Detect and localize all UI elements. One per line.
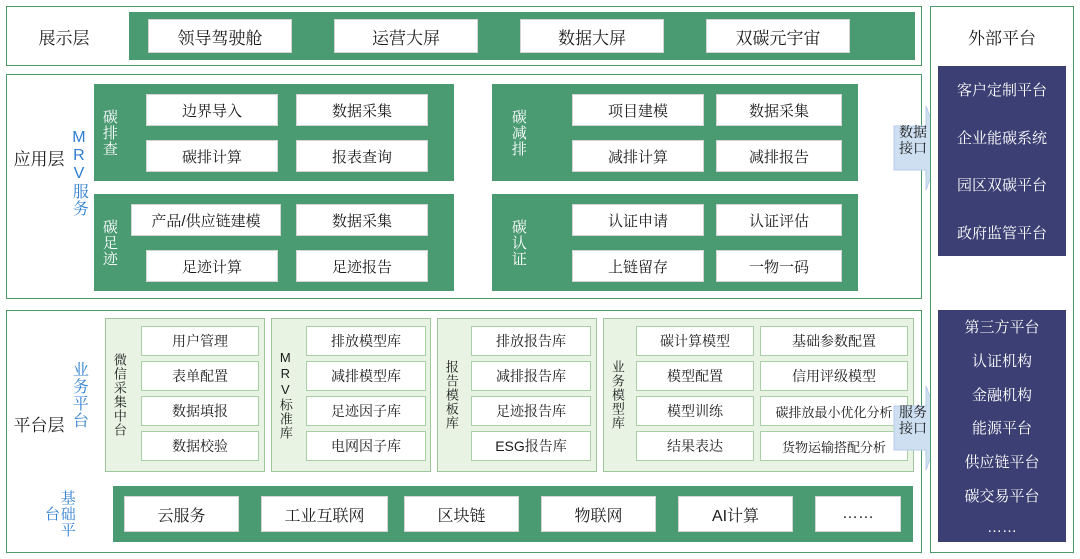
application-group-3-item-1[interactable]: 认证评估: [716, 204, 842, 236]
external-top-item-2[interactable]: 园区双碳平台: [956, 177, 1047, 195]
platform-group-2-label: 报告模板库: [443, 360, 459, 430]
external-top-panel: [938, 66, 1066, 256]
application-group-2-item-3[interactable]: 足迹报告: [296, 250, 428, 282]
platform-group-3-label: 业务模型库: [609, 360, 625, 430]
platform-layer-label: [12, 395, 66, 457]
application-group-0-item-3[interactable]: 报表查询: [296, 140, 428, 172]
data-interface-label-line2: 接口: [899, 140, 927, 157]
platform-group-3-item-0[interactable]: 碳计算模型: [636, 326, 754, 356]
external-bottom-item-0[interactable]: 第三方平台: [964, 319, 1040, 337]
platform-group-2-item-0[interactable]: 排放报告库: [471, 326, 591, 356]
application-group-1-item-3[interactable]: 减排报告: [716, 140, 842, 172]
application-group-2-item-0[interactable]: 产品/供应链建模: [131, 204, 281, 236]
application-group-0-label: 碳排查: [100, 109, 118, 157]
application-group-3-label: 碳认证: [509, 219, 527, 267]
application-group-3-item-2[interactable]: 上链留存: [572, 250, 704, 282]
platform-group-0-item-0[interactable]: 用户管理: [141, 326, 259, 356]
platform-group-3-item-4[interactable]: 模型训练: [636, 396, 754, 426]
platform-group-2-item-1[interactable]: 减排报告库: [471, 361, 591, 391]
presentation-layer-label: 展示层: [38, 28, 90, 48]
presentation-item-2[interactable]: 数据大屏: [520, 19, 664, 53]
application-group-1-item-0[interactable]: 项目建模: [572, 94, 704, 126]
platform-group-0-item-3[interactable]: 数据校验: [141, 431, 259, 461]
application-group-2-item-2[interactable]: 足迹计算: [146, 250, 278, 282]
platform-group-1-label: MRV标准库: [277, 350, 293, 440]
application-group-3-item-0[interactable]: 认证申请: [572, 204, 704, 236]
application-group-2-item-1[interactable]: 数据采集: [296, 204, 428, 236]
platform-group-3-item-2[interactable]: 模型配置: [636, 361, 754, 391]
application-group-1-item-2[interactable]: 减排计算: [572, 140, 704, 172]
application-group-1-item-1[interactable]: 数据采集: [716, 94, 842, 126]
platform-group-3-item-7[interactable]: 货物运输搭配分析: [760, 431, 908, 461]
platform-group-0-item-1[interactable]: 表单配置: [141, 361, 259, 391]
service-interface-label-line1: 服务: [899, 404, 927, 420]
foundation-item-1[interactable]: 工业互联网: [261, 496, 388, 532]
application-group-0-item-0[interactable]: 边界导入: [146, 94, 278, 126]
platform-group-0-label: 微信采集中台: [111, 353, 127, 437]
foundation-item-0[interactable]: 云服务: [124, 496, 239, 532]
platform-group-0-item-2[interactable]: 数据填报: [141, 396, 259, 426]
application-group-3-item-3[interactable]: 一物一码: [716, 250, 842, 282]
presentation-item-1[interactable]: 运营大屏: [334, 19, 478, 53]
platform-group-3-item-5[interactable]: 碳排放最小优化分析: [760, 396, 908, 426]
external-bottom-item-1[interactable]: 认证机构: [971, 353, 1032, 371]
foundation-item-5[interactable]: ……: [815, 496, 901, 532]
application-group-2-label: 碳足迹: [100, 219, 118, 267]
external-bottom-panel: [938, 310, 1066, 542]
application-layer-label-text: 应用层: [13, 150, 65, 170]
foundation-item-4[interactable]: AI计算: [678, 496, 793, 532]
application-group-0-item-2[interactable]: 碳排计算: [146, 140, 278, 172]
application-group-1-label: 碳减排: [509, 109, 527, 157]
platform-group-1-item-2[interactable]: 足迹因子库: [306, 396, 426, 426]
external-bottom-item-4[interactable]: 供应链平台: [964, 454, 1040, 472]
foundation-platform-label: 基础平台: [43, 490, 76, 538]
platform-group-1-item-3[interactable]: 电网因子库: [306, 431, 426, 461]
external-bottom-item-2[interactable]: 金融机构: [971, 386, 1032, 404]
external-top-item-0[interactable]: 客户定制平台: [956, 82, 1047, 100]
platform-business-label: 业务平台: [70, 361, 88, 429]
platform-group-1-item-0[interactable]: 排放模型库: [306, 326, 426, 356]
platform-group-2-item-3[interactable]: ESG报告库: [471, 431, 591, 461]
platform-group-1-item-1[interactable]: 减排模型库: [306, 361, 426, 391]
data-interface-label-line1: 数据: [899, 124, 927, 140]
external-bottom-item-6: ……: [987, 518, 1017, 536]
application-layer-label: [12, 130, 66, 190]
external-top-item-3[interactable]: 政府监管平台: [956, 224, 1047, 242]
presentation-item-3[interactable]: 双碳元宇宙: [706, 19, 850, 53]
platform-group-2-item-2[interactable]: 足迹报告库: [471, 396, 591, 426]
external-top-item-1[interactable]: 企业能碳系统: [956, 129, 1047, 147]
platform-group-3-item-1[interactable]: 基础参数配置: [760, 326, 908, 356]
foundation-item-3[interactable]: 物联网: [541, 496, 656, 532]
platform-layer-label-text: 平台层: [13, 416, 65, 436]
application-group-0-item-1[interactable]: 数据采集: [296, 94, 428, 126]
external-platform-title: 外部平台: [968, 28, 1036, 48]
presentation-item-0[interactable]: 领导驾驶舱: [148, 19, 292, 53]
foundation-item-2[interactable]: 区块链: [404, 496, 519, 532]
external-bottom-item-5[interactable]: 碳交易平台: [964, 487, 1040, 505]
application-mrv-service-label: MRV服务: [70, 129, 88, 217]
service-interface-label-line2: 接口: [899, 420, 927, 437]
platform-group-3-item-6[interactable]: 结果表达: [636, 431, 754, 461]
platform-group-3-item-3[interactable]: 信用评级模型: [760, 361, 908, 391]
external-bottom-item-3[interactable]: 能源平台: [971, 420, 1032, 438]
